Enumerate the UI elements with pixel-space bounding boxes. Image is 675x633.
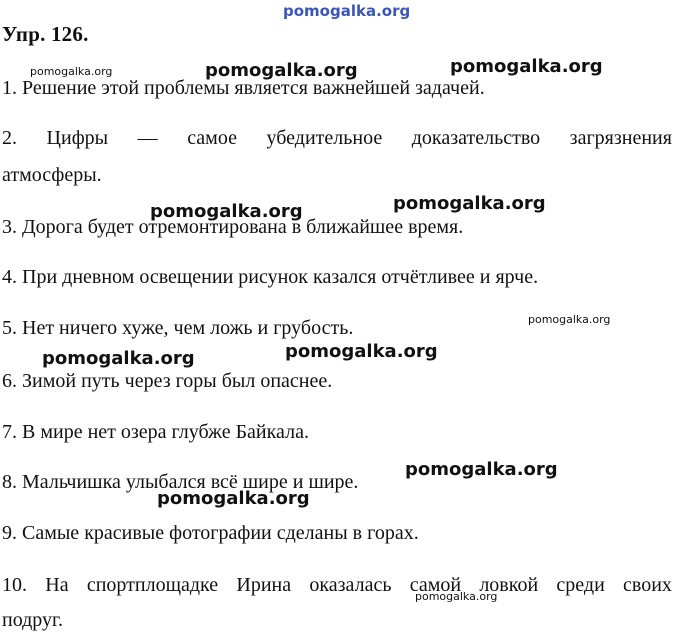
watermark: pomogalka.org: [157, 488, 310, 509]
sentence-10-line-2: подруг.: [2, 609, 63, 631]
watermark: pomogalka.org: [205, 60, 358, 81]
sentence-word: самое: [187, 127, 237, 149]
sentence-8: 8. Мальчишка улыбался всё шире и шире.: [2, 471, 359, 493]
sentence-word: своих: [623, 574, 672, 596]
sentence-word: среди: [556, 574, 605, 596]
watermark: pomogalka.org: [150, 201, 303, 222]
sentence-word: Ирина: [236, 574, 292, 596]
watermark: pomogalka.org: [415, 590, 498, 603]
watermark-top: pomogalka.org: [283, 2, 411, 20]
sentence-word: На: [45, 574, 69, 596]
sentence-word: 10.: [2, 574, 27, 596]
sentence-9: 9. Самые красивые фотографии сделаны в горах.: [2, 522, 419, 544]
watermark: pomogalka.org: [285, 341, 438, 362]
sentence-5: 5. Нет ничего хуже, чем ложь и грубость.: [2, 317, 354, 339]
watermark: pomogalka.org: [450, 56, 603, 77]
sentence-word: доказательство: [411, 127, 541, 149]
sentence-word: оказалась: [309, 574, 392, 596]
sentence-word: убедительное: [266, 127, 383, 149]
sentence-word: спортплощадке: [86, 574, 219, 596]
watermark: pomogalka.org: [42, 348, 195, 369]
sentence-word: 2.: [2, 127, 17, 149]
watermark: pomogalka.org: [393, 193, 546, 214]
sentence-word: ловкой: [479, 574, 539, 596]
sentence-word: самой: [409, 574, 462, 596]
sentence-word: загрязнения: [569, 127, 672, 149]
sentence-2-line-2: атмосферы.: [2, 164, 102, 186]
sentence-4: 4. При дневном освещении рисунок казался отчётливее и ярче.: [2, 266, 539, 288]
sentence-6: 6. Зимой путь через горы был опаснее.: [2, 370, 333, 392]
watermark: pomogalka.org: [405, 459, 558, 480]
sentence-7: 7. В мире нет озера глубже Байкала.: [2, 421, 309, 443]
sentence-2-line-1: [2, 126, 672, 150]
sentence-word: Цифры: [46, 127, 109, 149]
sentence-word: —: [137, 127, 158, 149]
watermark: pomogalka.org: [528, 313, 611, 326]
exercise-title: Упр. 126.: [2, 22, 89, 46]
sentence-10-line-1: [2, 573, 672, 597]
watermark: pomogalka.org: [30, 65, 113, 78]
sentence-3: 3. Дорога будет отремонтирована в ближайшее время.: [2, 216, 464, 238]
sentence-1: 1. Решение этой проблемы является важнейшей задачей.: [2, 77, 485, 99]
